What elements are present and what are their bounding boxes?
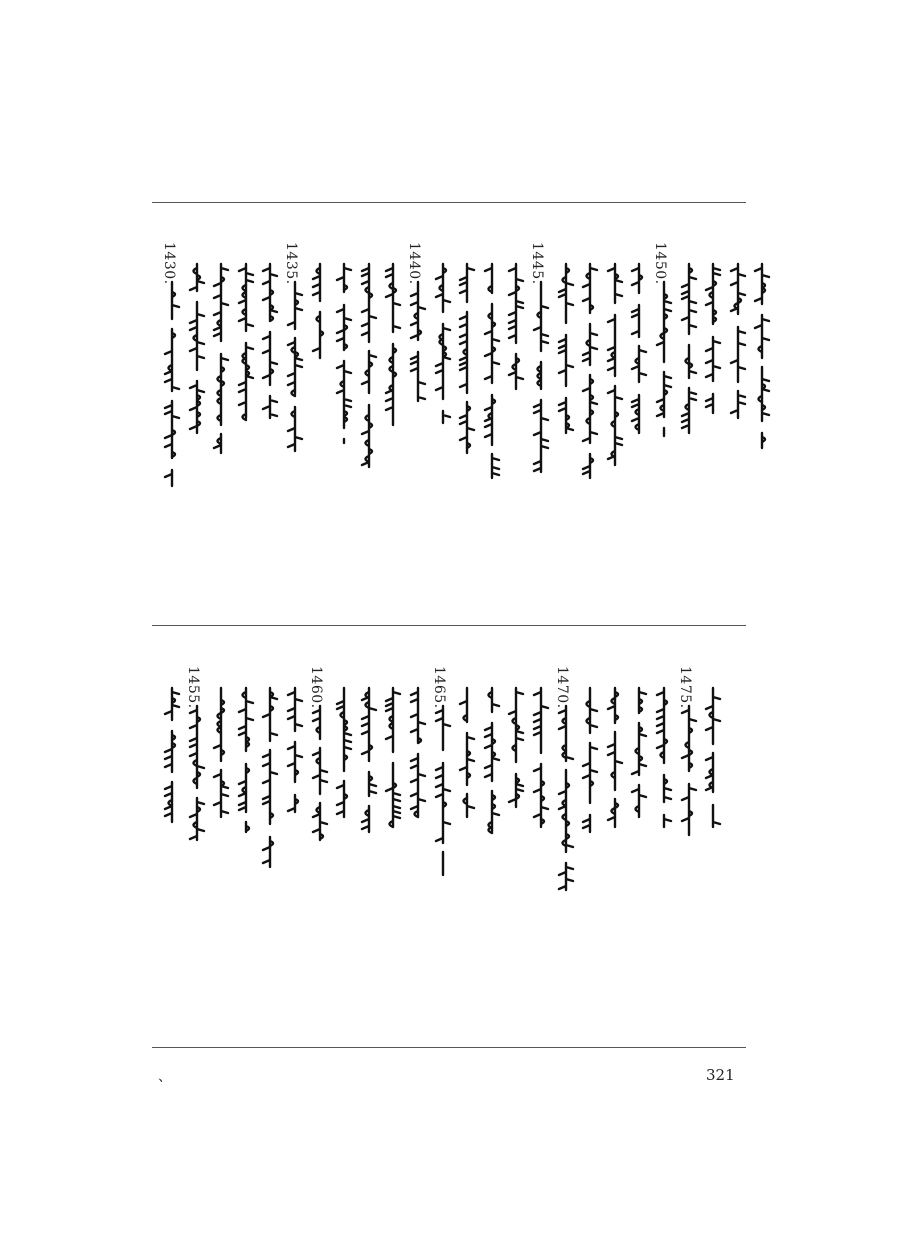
upper-verse-line [627,262,651,437]
upper-verse-line [332,262,356,447]
upper-verse-line [160,280,184,490]
lower-verse-line [578,686,602,836]
lower-verse-line [283,686,307,816]
upper-verse-line [455,262,479,457]
bottom-rule [152,1047,746,1048]
line-number-1445: 1445. [529,242,545,285]
upper-verse-line [234,262,258,422]
upper-verse-line [357,262,381,472]
line-number-1470: 1470. [554,666,570,709]
lower-verse-line [627,686,651,821]
lower-verse-line [357,686,381,836]
top-rule [152,202,746,203]
lower-verse-line [504,686,528,811]
lower-verse-line [431,704,455,879]
middle-rule [152,625,746,626]
line-number-1460: 1460. [308,666,324,709]
upper-verse-line [381,262,405,437]
lower-verse-line [480,686,504,836]
upper-verse-line [529,280,553,480]
upper-verse-line [652,280,676,440]
upper-verse-line [726,262,750,422]
upper-verse-line [431,262,455,427]
upper-verse-line [750,262,774,452]
upper-verse-line [504,262,528,402]
lower-verse-line [185,704,209,844]
upper-verse-line [480,262,504,482]
lower-verse-line [308,704,332,854]
upper-verse-line [185,262,209,437]
upper-verse-line [283,280,307,455]
page-number: 321 [706,1066,735,1084]
lower-verse-line [332,686,356,821]
upper-verse-line [603,262,627,472]
line-number-1475: 1475. [677,666,693,709]
lower-verse-line [603,686,627,831]
corner-mark: 、 [158,1069,172,1085]
lower-verse-line [455,686,479,821]
upper-verse-line [677,262,701,437]
upper-verse-line [578,262,602,482]
lower-verse-line [160,686,184,826]
upper-verse-line [209,262,233,457]
lower-verse-line [406,686,430,821]
lower-verse-line [258,686,282,871]
lower-verse-line [209,686,233,821]
line-number-1465: 1465. [431,666,447,709]
lower-verse-line [529,686,553,831]
lower-verse-line [701,686,725,831]
upper-verse-line [308,262,332,362]
upper-verse-line [258,262,282,422]
line-number-1450: 1450. [652,242,668,285]
lower-verse-line [652,686,676,831]
line-number-1430: 1430. [161,242,177,285]
line-number-1435: 1435. [283,242,299,285]
lower-verse-line [677,704,701,839]
lower-verse-line [234,686,258,836]
line-number-1455: 1455. [185,666,201,709]
upper-verse-line [406,280,430,405]
upper-verse-line [701,262,725,417]
upper-verse-line [554,262,578,437]
lower-verse-line [381,686,405,831]
lower-verse-line [554,704,578,894]
line-number-1440: 1440. [406,242,422,285]
